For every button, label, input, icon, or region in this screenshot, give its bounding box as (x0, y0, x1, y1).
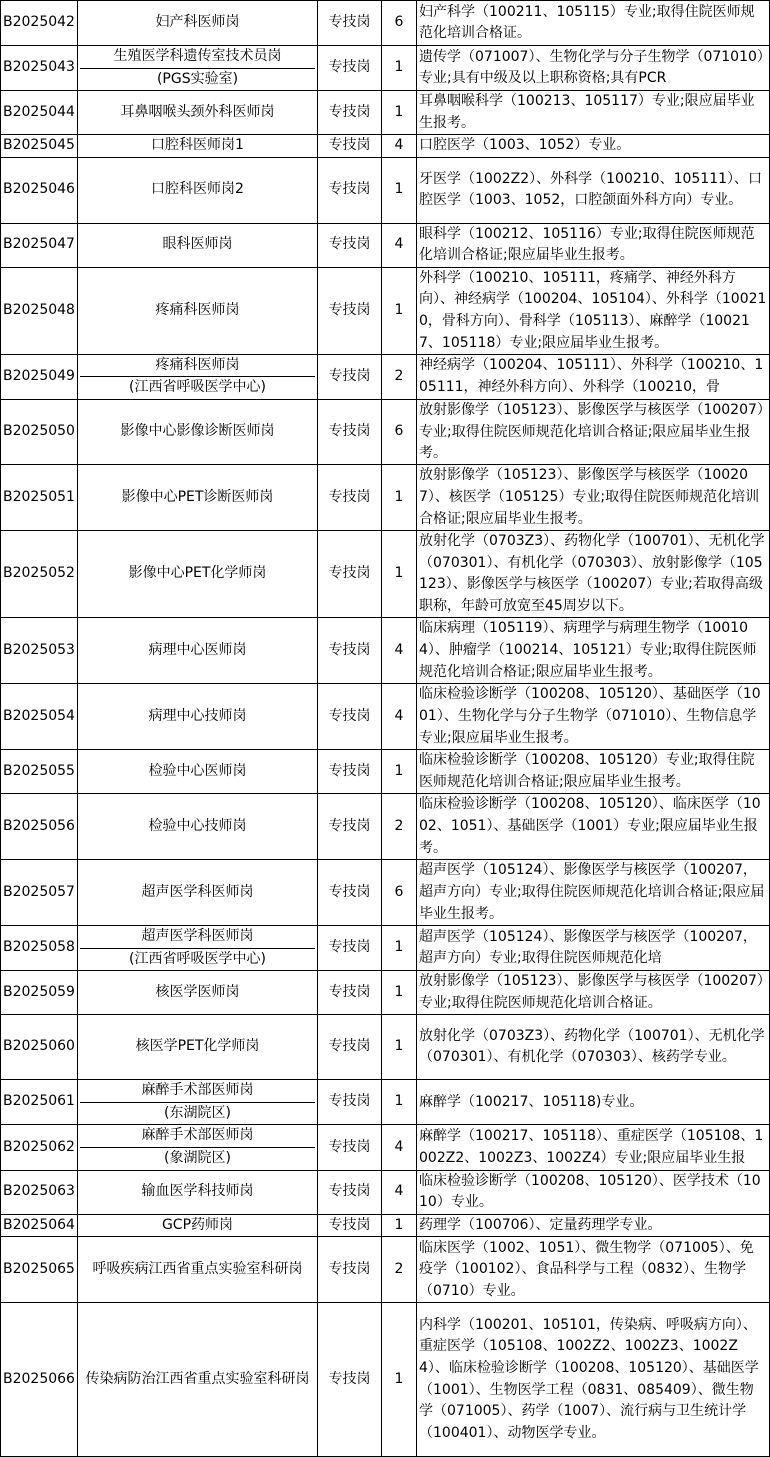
post-type: 专技岗 (318, 1303, 382, 1457)
post-requirements-cell (417, 859, 770, 925)
post-type: 专技岗 (318, 749, 382, 793)
post-count: 1 (382, 157, 417, 223)
post-count: 4 (382, 1170, 417, 1214)
post-requirements-cell (417, 925, 770, 970)
recruitment-table-body (1, 1, 770, 1457)
table-row (1, 1125, 770, 1170)
post-code: B2025044 (1, 91, 78, 135)
post-code: B2025064 (1, 1214, 78, 1237)
post-name: 影像中心影像诊断医师岗 (120, 423, 275, 440)
post-requirements: 妇产科学（100211、105115）专业;取得住院医师规范化培训合格证。 (419, 3, 755, 42)
post-name: 检验中心医师岗 (148, 762, 247, 779)
post-code: B2025056 (1, 793, 78, 859)
table-row (1, 683, 770, 749)
post-requirements: 超声医学（105124）、影像医学与核医学（100207，超声方向）专业;取得住院医师规范化培训合格证;限应届毕业生报考。 (419, 862, 765, 922)
post-name-note: (江西省呼吸医学中心) (129, 950, 266, 967)
post-type: 专技岗 (318, 1, 382, 46)
post-count: 6 (382, 1, 417, 46)
post-type: 专技岗 (318, 925, 382, 970)
post-name: 核医学医师岗 (155, 983, 240, 1000)
post-count: 4 (382, 683, 417, 749)
post-requirements-cell (417, 1125, 770, 1170)
post-requirements-cell (417, 793, 770, 859)
table-row (1, 464, 770, 530)
table-row (1, 1015, 770, 1080)
post-requirements: 临床病理（105119）、病理学与病理生物学（100104）、肿瘤学（100214、105121）专业;取得住院医师规范化培训合格证;限应届毕业生报考。 (419, 620, 757, 680)
post-code: B2025057 (1, 859, 78, 925)
post-requirements: 临床检验诊断学（100208、105120）、临床医学（1002、1051）、基础医学（1001）专业;限应届毕业生报考。 (419, 796, 761, 856)
post-name-cell (78, 464, 318, 530)
post-name: 眼科医师岗 (162, 236, 233, 253)
post-requirements: 放射影像学（105123）、影像医学与核医学（100207）专业;取得住院医师规范化培训合格证。 (419, 973, 764, 1011)
post-requirements: 牙医学（1002Z2）、外科学（100210、105111）、口腔医学（1003、1052，口腔颌面外科方向）专业。 (419, 170, 763, 209)
post-requirements: 放射影像学（105123）、影像医学与核医学（100207）专业;取得住院医师规范化培训合格证;限应届毕业生报考。 (419, 401, 764, 462)
post-requirements-cell (417, 1237, 770, 1303)
post-code: B2025042 (1, 1, 78, 46)
post-name-note: (象湖院区) (164, 1149, 231, 1166)
post-name-cell (78, 135, 318, 158)
post-code: B2025065 (1, 1237, 78, 1303)
table-row (1, 1237, 770, 1303)
post-count: 1 (382, 1080, 417, 1125)
post-type: 专技岗 (318, 1015, 382, 1080)
table-row (1, 793, 770, 859)
post-code: B2025063 (1, 1170, 78, 1214)
post-requirements-cell (417, 267, 770, 354)
post-name: 传染病防治江西省重点实验室科研岗 (85, 1370, 310, 1387)
table-row (1, 617, 770, 683)
post-code: B2025049 (1, 354, 78, 399)
post-count: 4 (382, 223, 417, 267)
post-name-note: (东湖院区) (164, 1104, 231, 1121)
post-type: 专技岗 (318, 91, 382, 135)
post-requirements: 临床医学（1002、1051）、微生物学（071005）、免疫学（100102）、食品科学与工程（0832）、生物学（0710）专业。 (419, 1239, 754, 1299)
post-count: 4 (382, 135, 417, 158)
post-count: 1 (382, 925, 417, 970)
post-count: 1 (382, 91, 417, 135)
post-requirements: 临床检验诊断学（100208、105120）专业;取得住院医师规范化培训合格证;限应届毕业生报考。 (419, 751, 755, 790)
post-name-cell (78, 1125, 318, 1170)
post-name: 超声医学科医师岗 (141, 883, 254, 900)
post-code: B2025052 (1, 530, 78, 617)
post-requirements-cell (417, 354, 770, 399)
post-requirements: 神经病学（100204、105111）、外科学（100210、105111，神经外科方向）、外科学（100210，骨 (419, 357, 764, 395)
post-type: 专技岗 (318, 399, 382, 464)
post-name-cell (78, 399, 318, 464)
post-code: B2025066 (1, 1303, 78, 1457)
post-requirements: 内科学（100201、105101，传染病、呼吸病方向）、重症医学（105108、1002Z2、1002Z3、1002Z4）、临床检验诊断学（100208、105120）、基础医学（1001）、生物医学工程（0831、085409）、微生物学（071005）、药学（1007）、流行病与卫生统计学（100401）、动物医学专业。 (419, 1316, 759, 1441)
post-name: 麻醉手术部医师岗 (80, 1125, 315, 1148)
post-name-note: (江西省呼吸医学中心) (129, 379, 266, 396)
table-row (1, 135, 770, 158)
post-code: B2025062 (1, 1125, 78, 1170)
table-row (1, 1214, 770, 1237)
post-type: 专技岗 (318, 1170, 382, 1214)
post-requirements: 外科学（100210、105111，疼痛学、神经外科方向）、神经病学（100204、105104）、外科学（100210，骨科方向）、骨科学（105113）、麻醉学（100217、105118）专业;限应届毕业生报考。 (419, 269, 767, 351)
post-name-cell (78, 793, 318, 859)
table-row (1, 267, 770, 354)
post-requirements: 临床检验诊断学（100208、105120）、医学技术（1010）专业。 (419, 1172, 761, 1211)
post-type: 专技岗 (318, 135, 382, 158)
post-requirements: 临床检验诊断学（100208、105120）、基础医学（1001）、生物化学与分子生物学（071010）、生物信息学专业;限应届毕业生报考。 (419, 686, 761, 746)
post-count: 1 (382, 1214, 417, 1237)
post-name: 生殖医学科遗传室技术员岗 (80, 46, 315, 69)
post-name: 超声医学科医师岗 (80, 926, 315, 949)
post-requirements: 放射化学（0703Z3）、药物化学（100701）、无机化学（070301）、有机化学（070303）、放射影像学（105123）、影像医学与核医学（100207）专业;若取得高级职称，年龄可放宽至45周岁以下。 (419, 532, 765, 614)
post-name-cell (78, 354, 318, 399)
post-name: 耳鼻咽喉头颈外科医师岗 (120, 103, 275, 120)
table-row (1, 1080, 770, 1125)
post-requirements-cell (417, 223, 770, 267)
post-requirements-cell (417, 46, 770, 91)
post-type: 专技岗 (318, 617, 382, 683)
post-code: B2025045 (1, 135, 78, 158)
post-requirements: 眼科学（100212、105116）专业;取得住院医师规范化培训合格证;限应届毕业生报考。 (419, 225, 755, 264)
post-count: 2 (382, 793, 417, 859)
post-type: 专技岗 (318, 223, 382, 267)
post-name: 麻醉手术部医师岗 (80, 1080, 315, 1103)
post-requirements-cell (417, 971, 770, 1015)
post-requirements: 麻醉学（100217、105118）、重症医学（105108、1002Z2、1002Z3、1002Z4）专业;限应届毕业生报 (419, 1127, 764, 1166)
post-code: B2025050 (1, 399, 78, 464)
post-type: 专技岗 (318, 530, 382, 617)
post-requirements: 口腔医学（1003、1052）专业。 (419, 137, 631, 154)
post-name-cell (78, 46, 318, 91)
post-name: 病理中心医师岗 (148, 641, 247, 658)
table-row (1, 749, 770, 793)
post-code: B2025055 (1, 749, 78, 793)
post-name: 疼痛科医师岗 (80, 355, 315, 378)
post-name-cell (78, 91, 318, 135)
post-name: GCP药师岗 (161, 1216, 234, 1233)
post-code: B2025053 (1, 617, 78, 683)
post-name: 核医学PET化学师岗 (135, 1038, 260, 1055)
post-requirements: 放射化学（0703Z3）、药物化学（100701）、无机化学（070301）、有机化学（070303）、核药学专业。 (419, 1027, 765, 1066)
post-name-cell (78, 749, 318, 793)
post-name-cell (78, 1303, 318, 1457)
post-count: 6 (382, 399, 417, 464)
post-requirements-cell (417, 1, 770, 46)
post-type: 专技岗 (318, 267, 382, 354)
post-count: 1 (382, 1303, 417, 1457)
post-count: 2 (382, 354, 417, 399)
post-count: 1 (382, 1015, 417, 1080)
post-name: 病理中心技师岗 (148, 707, 247, 724)
table-row (1, 399, 770, 464)
post-count: 1 (382, 267, 417, 354)
post-requirements-cell (417, 399, 770, 464)
post-name-cell (78, 1015, 318, 1080)
post-name: 检验中心技师岗 (148, 817, 247, 834)
post-type: 专技岗 (318, 157, 382, 223)
table-row (1, 971, 770, 1015)
post-name-cell (78, 617, 318, 683)
post-type: 专技岗 (318, 971, 382, 1015)
post-requirements-cell (417, 617, 770, 683)
post-name-cell (78, 1214, 318, 1237)
post-count: 1 (382, 464, 417, 530)
post-requirements-cell (417, 464, 770, 530)
post-name: 影像中心PET化学师岗 (128, 565, 267, 582)
table-row (1, 1303, 770, 1457)
post-requirements-cell (417, 91, 770, 135)
post-name-cell (78, 1080, 318, 1125)
post-name-cell (78, 683, 318, 749)
post-name: 影像中心PET诊断医师岗 (121, 488, 274, 505)
post-name-cell (78, 971, 318, 1015)
post-code: B2025054 (1, 683, 78, 749)
post-code: B2025047 (1, 223, 78, 267)
post-count: 6 (382, 859, 417, 925)
post-requirements: 麻醉学（100217、105118)专业。 (419, 1093, 644, 1110)
post-code: B2025061 (1, 1080, 78, 1125)
post-count: 1 (382, 749, 417, 793)
post-requirements-cell (417, 749, 770, 793)
post-code: B2025046 (1, 157, 78, 223)
table-row (1, 1, 770, 46)
post-name-cell (78, 267, 318, 354)
post-name: 疼痛科医师岗 (155, 301, 240, 318)
post-code: B2025059 (1, 971, 78, 1015)
post-type: 专技岗 (318, 683, 382, 749)
post-count: 4 (382, 1125, 417, 1170)
post-name: 口腔科医师岗1 (151, 137, 244, 154)
post-requirements: 耳鼻咽喉科学（100213、105117）专业;限应届毕业生报考。 (419, 93, 755, 131)
table-row (1, 530, 770, 617)
post-code: B2025051 (1, 464, 78, 530)
post-type: 专技岗 (318, 46, 382, 91)
post-requirements-cell (417, 1015, 770, 1080)
post-requirements: 遗传学（071007）、生物化学与分子生物学（071010）专业;具有中级及以上职称资格;具有PCR (419, 48, 764, 87)
table-row (1, 859, 770, 925)
post-requirements-cell (417, 1214, 770, 1237)
post-requirements-cell (417, 135, 770, 158)
post-code: B2025048 (1, 267, 78, 354)
table-row (1, 1170, 770, 1214)
post-requirements: 超声医学（105124）、影像医学与核医学（100207，超声方向）专业;取得住院医师规范化培 (419, 928, 757, 967)
table-row (1, 354, 770, 399)
post-requirements-cell (417, 1170, 770, 1214)
post-type: 专技岗 (318, 1214, 382, 1237)
post-requirements-cell (417, 683, 770, 749)
post-name: 输血医学科技师岗 (141, 1183, 254, 1200)
post-requirements-cell (417, 530, 770, 617)
post-name-cell (78, 1237, 318, 1303)
post-type: 专技岗 (318, 1080, 382, 1125)
post-name: 妇产科医师岗 (155, 14, 240, 31)
post-type: 专技岗 (318, 793, 382, 859)
post-name: 呼吸疾病江西省重点实验室科研岗 (92, 1260, 303, 1277)
post-name-cell (78, 223, 318, 267)
post-name-cell (78, 925, 318, 970)
post-count: 1 (382, 46, 417, 91)
post-name-cell (78, 157, 318, 223)
table-row (1, 46, 770, 91)
post-code: B2025043 (1, 46, 78, 91)
post-requirements: 药理学（100706）、定量药理学专业。 (419, 1216, 662, 1233)
post-requirements-cell (417, 1303, 770, 1457)
post-type: 专技岗 (318, 1125, 382, 1170)
post-count: 2 (382, 1237, 417, 1303)
table-row (1, 223, 770, 267)
post-name-note: (PGS实验室) (156, 70, 239, 87)
post-requirements: 放射影像学（105123）、影像医学与核医学（100207）、核医学（105125）专业;取得住院医师规范化培训合格证;限应届毕业生报考。 (419, 467, 760, 527)
post-count: 1 (382, 530, 417, 617)
post-count: 1 (382, 971, 417, 1015)
table-row (1, 925, 770, 970)
post-code: B2025060 (1, 1015, 78, 1080)
post-name-cell (78, 859, 318, 925)
post-requirements-cell (417, 157, 770, 223)
post-type: 专技岗 (318, 1237, 382, 1303)
post-type: 专技岗 (318, 859, 382, 925)
table-row (1, 157, 770, 223)
post-name-cell (78, 1170, 318, 1214)
post-code: B2025058 (1, 925, 78, 970)
post-type: 专技岗 (318, 354, 382, 399)
post-type: 专技岗 (318, 464, 382, 530)
post-name-cell (78, 1, 318, 46)
table-row (1, 91, 770, 135)
post-name: 口腔科医师岗2 (151, 181, 244, 198)
post-count: 4 (382, 617, 417, 683)
post-name-cell (78, 530, 318, 617)
post-requirements-cell (417, 1080, 770, 1125)
